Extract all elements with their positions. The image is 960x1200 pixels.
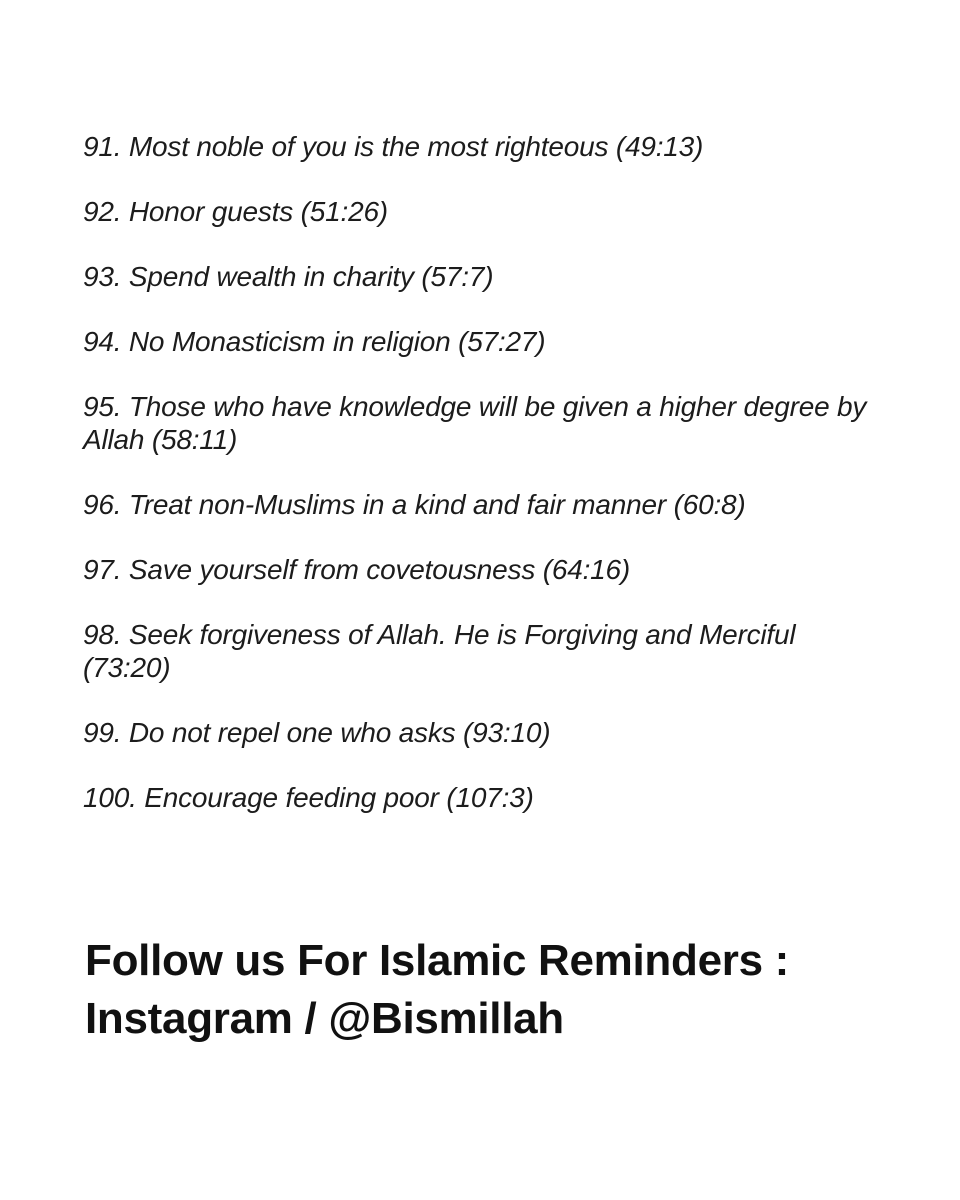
list-item: 96. Treat non-Muslims in a kind and fair manner (60:8) [83,489,746,520]
list-item: 95. Those who have knowledge will be given a higher degree by Allah (58:11) [83,391,867,455]
follow-line: Follow us For Islamic Reminders : [85,936,790,985]
list-item: 100. Encourage feeding poor (107:3) [83,782,534,813]
list-item: 93. Spend wealth in charity (57:7) [83,261,494,292]
list-item: 91. Most noble of you is the most righteous (49:13) [83,131,704,162]
reminder-list [83,130,883,846]
list-item: 99. Do not repel one who asks (93:10) [83,717,551,748]
list-item: 97. Save yourself from covetousness (64:16) [83,554,631,585]
list-item: 98. Seek forgiveness of Allah. He is Forgiving and Merciful (73:20) [83,619,796,683]
list-item: 92. Honor guests (51:26) [83,196,388,227]
instagram-handle: Instagram / @Bismillah [85,994,564,1043]
follow-footer [85,932,905,1048]
list-item: 94. No Monasticism in religion (57:27) [83,326,546,357]
